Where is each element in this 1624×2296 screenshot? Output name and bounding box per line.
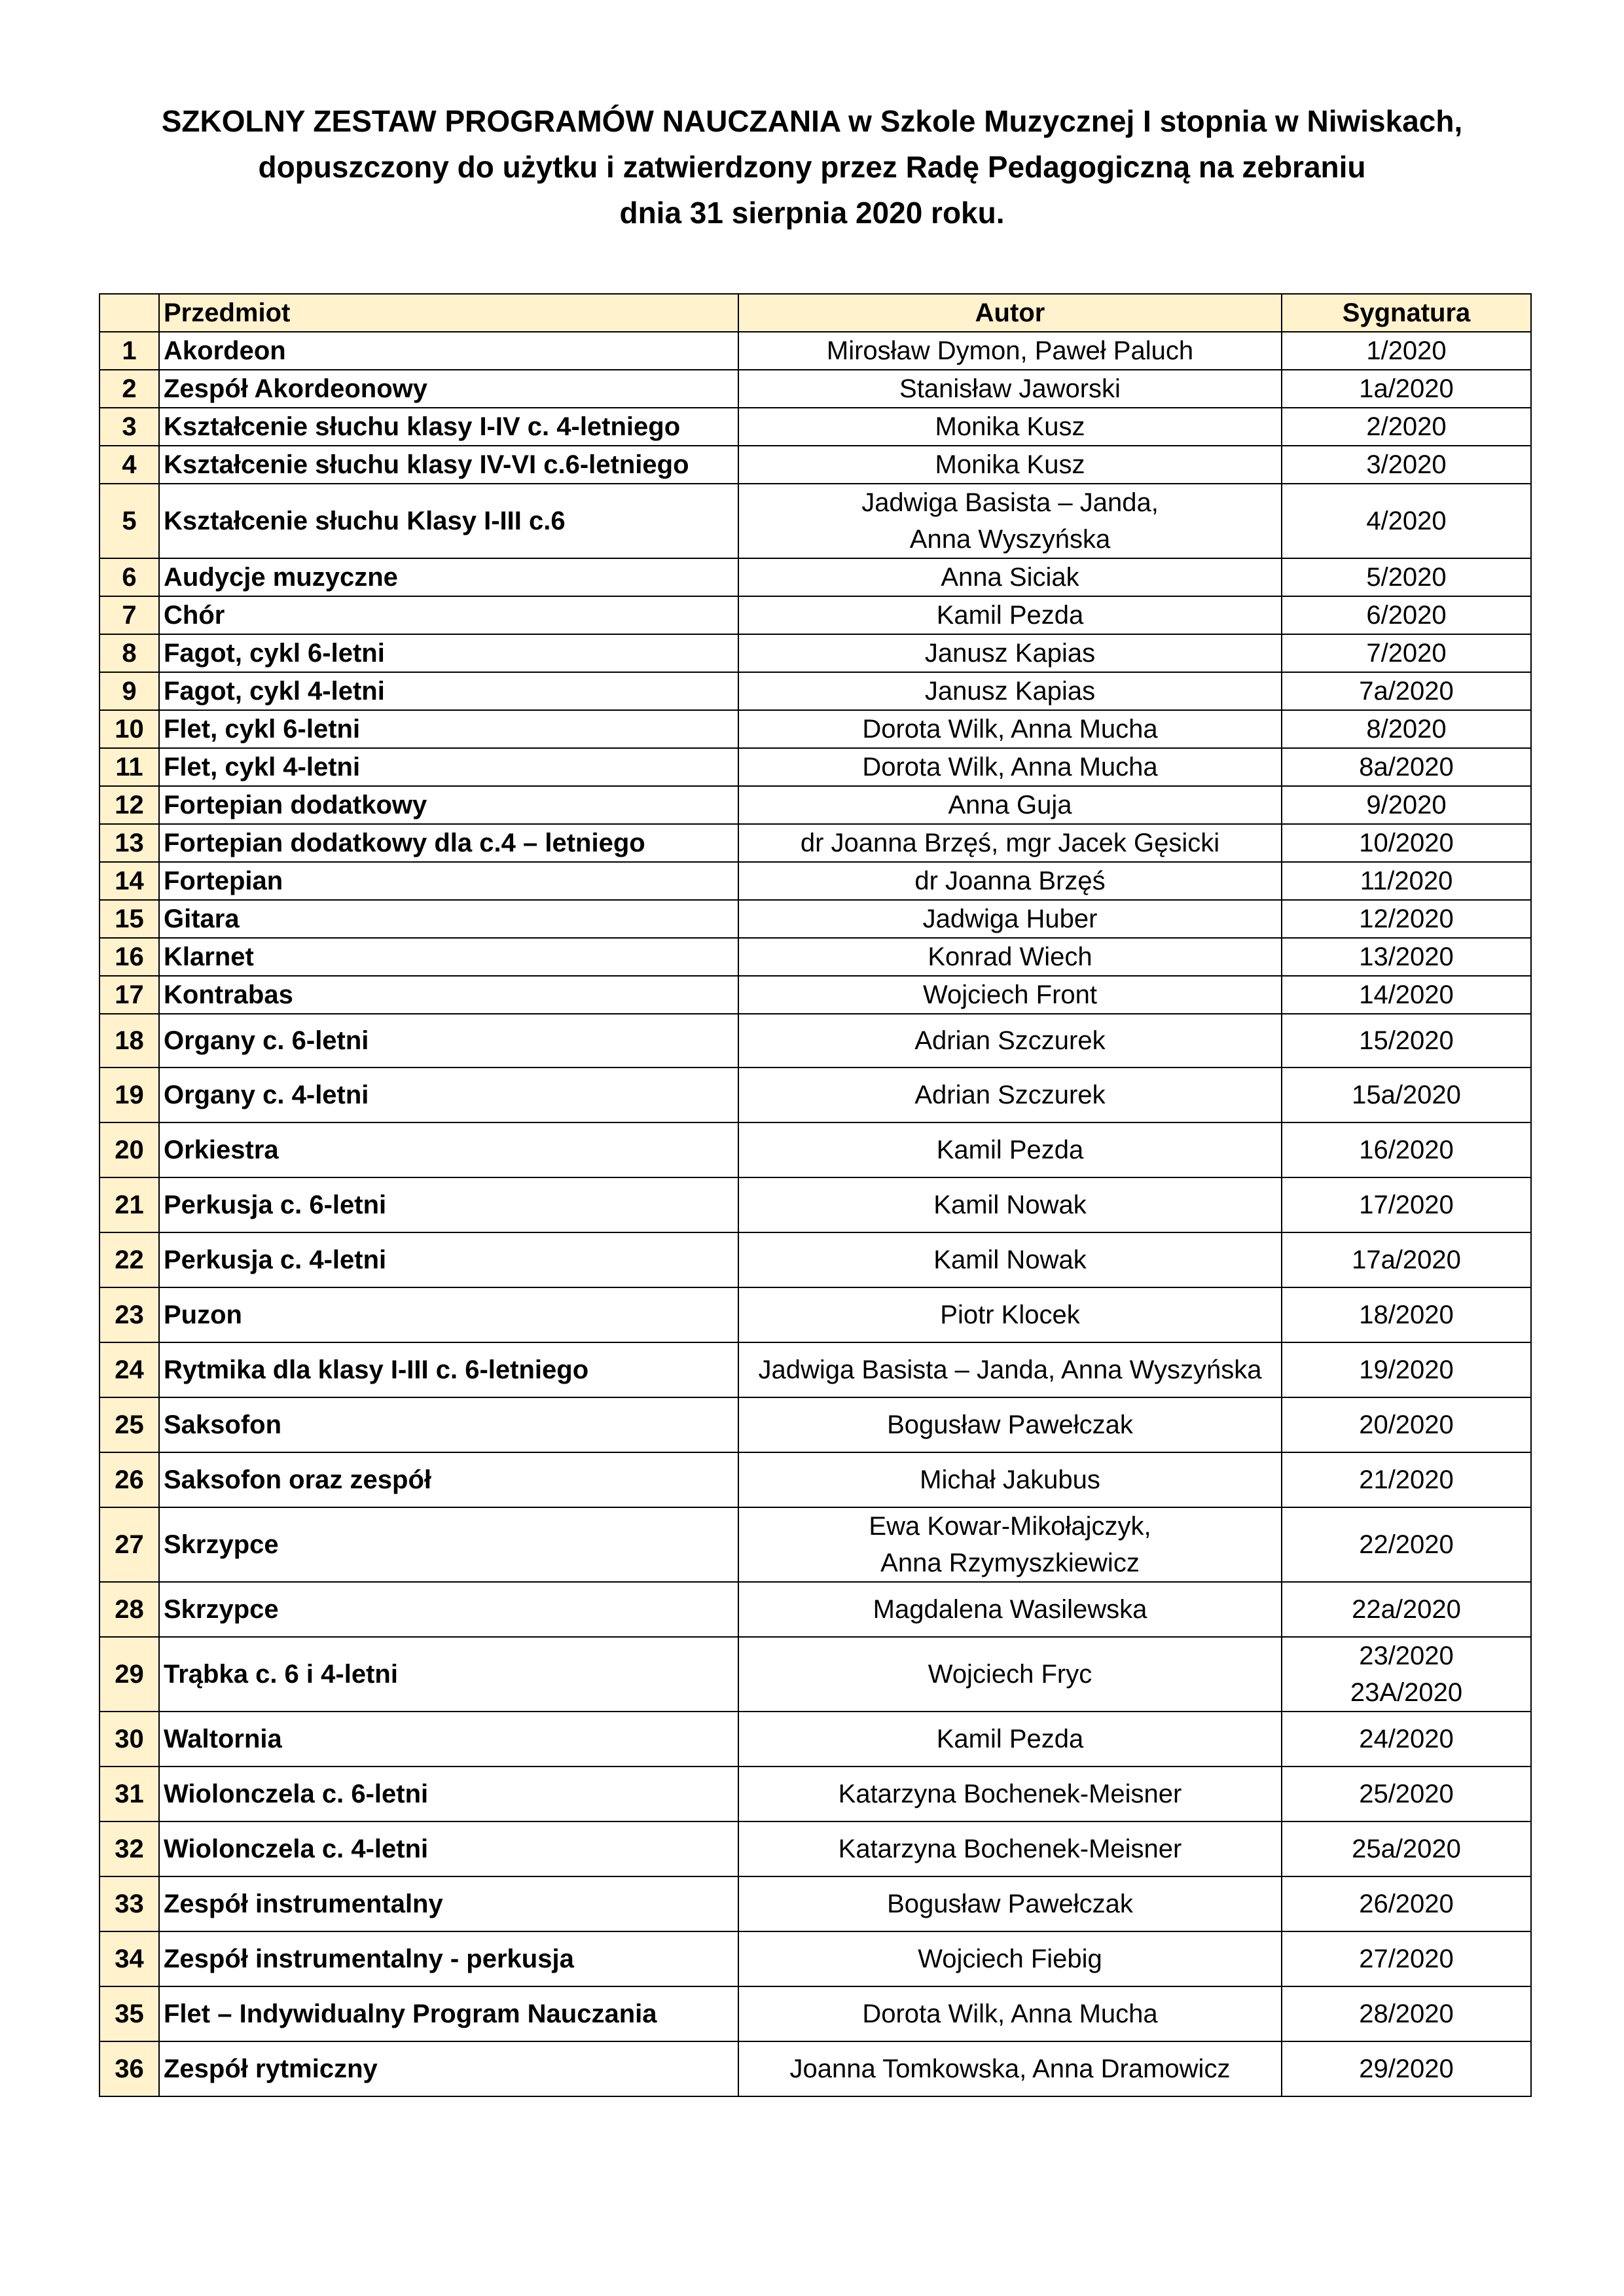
row-number: 22 — [99, 1232, 159, 1287]
row-subject: Fagot, cykl 6-letni — [159, 634, 738, 672]
table-row — [99, 1342, 1531, 1397]
table-row — [99, 938, 1531, 976]
row-signature: 3/2020 — [1282, 446, 1531, 484]
row-signature: 16/2020 — [1282, 1122, 1531, 1177]
row-author: Wojciech Fryc — [738, 1637, 1282, 1712]
row-author: Michał Jakubus — [738, 1452, 1282, 1507]
row-author: Piotr Klocek — [738, 1287, 1282, 1342]
row-number: 36 — [99, 2041, 159, 2096]
row-number: 6 — [99, 558, 159, 596]
table-row — [99, 1767, 1531, 1821]
row-signature: 22/2020 — [1282, 1507, 1531, 1582]
row-number: 25 — [99, 1397, 159, 1452]
row-subject: Chór — [159, 596, 738, 634]
table-row — [99, 446, 1531, 484]
row-signature: 15/2020 — [1282, 1014, 1531, 1067]
row-author: Adrian Szczurek — [738, 1067, 1282, 1122]
row-subject: Fortepian — [159, 862, 738, 900]
row-subject: Saksofon oraz zespół — [159, 1452, 738, 1507]
row-subject: Audycje muzyczne — [159, 558, 738, 596]
row-author: Magdalena Wasilewska — [738, 1582, 1282, 1637]
row-signature: 10/2020 — [1282, 824, 1531, 862]
row-signature: 4/2020 — [1282, 484, 1531, 558]
row-number: 19 — [99, 1067, 159, 1122]
row-signature: 9/2020 — [1282, 786, 1531, 824]
row-subject: Fortepian dodatkowy dla c.4 – letniego — [159, 824, 738, 862]
row-signature: 25/2020 — [1282, 1767, 1531, 1821]
table-row — [99, 710, 1531, 748]
row-author: Bogusław Pawełczak — [738, 1397, 1282, 1452]
row-author: dr Joanna Brzęś, mgr Jacek Gęsicki — [738, 824, 1282, 862]
row-author: Kamil Nowak — [738, 1177, 1282, 1232]
row-author: Joanna Tomkowska, Anna Dramowicz — [738, 2041, 1282, 2096]
row-author: Jadwiga Huber — [738, 900, 1282, 938]
header-signature: Sygnatura — [1282, 294, 1531, 332]
table-row — [99, 1582, 1531, 1637]
row-subject: Kontrabas — [159, 976, 738, 1014]
row-signature: 8a/2020 — [1282, 748, 1531, 786]
row-author: Konrad Wiech — [738, 938, 1282, 976]
row-subject: Puzon — [159, 1287, 738, 1342]
row-subject: Zespół Akordeonowy — [159, 370, 738, 408]
row-author: Kamil Pezda — [738, 1122, 1282, 1177]
row-author: Kamil Nowak — [738, 1232, 1282, 1287]
row-subject: Skrzypce — [159, 1507, 738, 1582]
row-number: 23 — [99, 1287, 159, 1342]
row-signature: 6/2020 — [1282, 596, 1531, 634]
row-number: 33 — [99, 1876, 159, 1931]
row-author: Anna Siciak — [738, 558, 1282, 596]
row-signature: 7a/2020 — [1282, 672, 1531, 710]
header-number — [99, 294, 159, 332]
programs-table — [99, 293, 1532, 2097]
row-number: 10 — [99, 710, 159, 748]
table-row — [99, 1014, 1531, 1067]
row-number: 30 — [99, 1712, 159, 1767]
row-number: 5 — [99, 484, 159, 558]
table-row — [99, 1177, 1531, 1232]
row-signature: 20/2020 — [1282, 1397, 1531, 1452]
row-number: 28 — [99, 1582, 159, 1637]
row-signature: 5/2020 — [1282, 558, 1531, 596]
table-row — [99, 748, 1531, 786]
row-subject: Flet, cykl 4-letni — [159, 748, 738, 786]
row-author: Janusz Kapias — [738, 634, 1282, 672]
row-subject: Flet – Indywidualny Program Nauczania — [159, 1986, 738, 2041]
row-author: Stanisław Jaworski — [738, 370, 1282, 408]
table-row — [99, 332, 1531, 370]
document-title — [0, 98, 1624, 236]
row-subject: Zespół instrumentalny — [159, 1876, 738, 1931]
table-row — [99, 634, 1531, 672]
row-number: 11 — [99, 748, 159, 786]
row-subject: Organy c. 6-letni — [159, 1014, 738, 1067]
table-row — [99, 484, 1531, 558]
row-number: 4 — [99, 446, 159, 484]
table-row — [99, 1122, 1531, 1177]
row-author: Bogusław Pawełczak — [738, 1876, 1282, 1931]
table-row — [99, 1986, 1531, 2041]
row-number: 20 — [99, 1122, 159, 1177]
row-signature: 1/2020 — [1282, 332, 1531, 370]
table-row — [99, 370, 1531, 408]
row-author: Katarzyna Bochenek-Meisner — [738, 1767, 1282, 1821]
table-header-row — [99, 294, 1531, 332]
table-row — [99, 1712, 1531, 1767]
row-signature: 27/2020 — [1282, 1931, 1531, 1986]
table-row — [99, 1287, 1531, 1342]
table-row — [99, 900, 1531, 938]
table-row — [99, 672, 1531, 710]
table-row — [99, 1507, 1531, 1582]
row-signature: 23/2020 23A/2020 — [1282, 1637, 1531, 1712]
table-row — [99, 1067, 1531, 1122]
row-signature: 11/2020 — [1282, 862, 1531, 900]
row-subject: Orkiestra — [159, 1122, 738, 1177]
table-row — [99, 1637, 1531, 1712]
row-author: Dorota Wilk, Anna Mucha — [738, 710, 1282, 748]
row-author: Anna Guja — [738, 786, 1282, 824]
row-author: Monika Kusz — [738, 446, 1282, 484]
row-number: 32 — [99, 1821, 159, 1876]
title-line-3: dnia 31 sierpnia 2020 roku. — [619, 196, 1005, 230]
title-line-1: SZKOLNY ZESTAW PROGRAMÓW NAUCZANIA w Szkole Muzycznej I stopnia w Niwiskach, — [161, 104, 1463, 138]
table-row — [99, 2041, 1531, 2096]
row-author: dr Joanna Brzęś — [738, 862, 1282, 900]
row-subject: Kształcenie słuchu klasy I-IV c. 4-letniego — [159, 408, 738, 446]
row-signature: 29/2020 — [1282, 2041, 1531, 2096]
row-number: 3 — [99, 408, 159, 446]
table-row — [99, 824, 1531, 862]
row-subject: Gitara — [159, 900, 738, 938]
row-author: Kamil Pezda — [738, 1712, 1282, 1767]
row-subject: Klarnet — [159, 938, 738, 976]
row-signature: 19/2020 — [1282, 1342, 1531, 1397]
row-subject: Wiolonczela c. 6-letni — [159, 1767, 738, 1821]
row-signature: 22a/2020 — [1282, 1582, 1531, 1637]
row-signature: 28/2020 — [1282, 1986, 1531, 2041]
row-signature: 17/2020 — [1282, 1177, 1531, 1232]
row-author: Jadwiga Basista – Janda, Anna Wyszyńska — [738, 484, 1282, 558]
row-number: 14 — [99, 862, 159, 900]
row-subject: Fortepian dodatkowy — [159, 786, 738, 824]
row-subject: Fagot, cykl 4-letni — [159, 672, 738, 710]
table-row — [99, 1821, 1531, 1876]
row-author: Wojciech Fiebig — [738, 1931, 1282, 1986]
row-number: 8 — [99, 634, 159, 672]
row-signature: 7/2020 — [1282, 634, 1531, 672]
row-author: Kamil Pezda — [738, 596, 1282, 634]
row-subject: Wiolonczela c. 4-letni — [159, 1821, 738, 1876]
header-subject: Przedmiot — [159, 294, 738, 332]
row-number: 13 — [99, 824, 159, 862]
table-row — [99, 1452, 1531, 1507]
table-row — [99, 862, 1531, 900]
row-number: 1 — [99, 332, 159, 370]
row-number: 29 — [99, 1637, 159, 1712]
row-number: 31 — [99, 1767, 159, 1821]
row-author: Dorota Wilk, Anna Mucha — [738, 1986, 1282, 2041]
title-line-2: dopuszczony do użytku i zatwierdzony przez Radę Pedagogiczną na zebraniu — [258, 150, 1366, 184]
row-signature: 18/2020 — [1282, 1287, 1531, 1342]
row-number: 34 — [99, 1931, 159, 1986]
row-subject: Organy c. 4-letni — [159, 1067, 738, 1122]
table-row — [99, 1931, 1531, 1986]
row-subject: Zespół instrumentalny - perkusja — [159, 1931, 738, 1986]
row-number: 26 — [99, 1452, 159, 1507]
row-author: Jadwiga Basista – Janda, Anna Wyszyńska — [738, 1342, 1282, 1397]
row-number: 17 — [99, 976, 159, 1014]
row-signature: 1a/2020 — [1282, 370, 1531, 408]
row-subject: Zespół rytmiczny — [159, 2041, 738, 2096]
row-number: 16 — [99, 938, 159, 976]
row-subject: Rytmika dla klasy I-III c. 6-letniego — [159, 1342, 738, 1397]
header-author: Autor — [738, 294, 1282, 332]
row-signature: 14/2020 — [1282, 976, 1531, 1014]
table-row — [99, 1232, 1531, 1287]
row-subject: Kształcenie słuchu klasy IV-VI c.6-letniego — [159, 446, 738, 484]
row-number: 27 — [99, 1507, 159, 1582]
table-row — [99, 1876, 1531, 1931]
row-author: Ewa Kowar-Mikołajczyk, Anna Rzymyszkiewicz — [738, 1507, 1282, 1582]
row-subject: Flet, cykl 6-letni — [159, 710, 738, 748]
row-signature: 15a/2020 — [1282, 1067, 1531, 1122]
row-author: Adrian Szczurek — [738, 1014, 1282, 1067]
row-number: 7 — [99, 596, 159, 634]
row-author: Janusz Kapias — [738, 672, 1282, 710]
row-number: 21 — [99, 1177, 159, 1232]
table-row — [99, 408, 1531, 446]
row-number: 9 — [99, 672, 159, 710]
row-number: 35 — [99, 1986, 159, 2041]
table-row — [99, 558, 1531, 596]
table-row — [99, 596, 1531, 634]
row-number: 24 — [99, 1342, 159, 1397]
row-number: 15 — [99, 900, 159, 938]
row-signature: 13/2020 — [1282, 938, 1531, 976]
row-subject: Waltornia — [159, 1712, 738, 1767]
row-number: 2 — [99, 370, 159, 408]
row-subject: Kształcenie słuchu Klasy I-III c.6 — [159, 484, 738, 558]
table-body — [99, 332, 1531, 2096]
row-subject: Skrzypce — [159, 1582, 738, 1637]
table-row — [99, 1397, 1531, 1452]
row-author: Mirosław Dymon, Paweł Paluch — [738, 332, 1282, 370]
table-row — [99, 976, 1531, 1014]
row-number: 12 — [99, 786, 159, 824]
row-signature: 2/2020 — [1282, 408, 1531, 446]
row-subject: Perkusja c. 4-letni — [159, 1232, 738, 1287]
row-subject: Perkusja c. 6-letni — [159, 1177, 738, 1232]
row-signature: 17a/2020 — [1282, 1232, 1531, 1287]
row-subject: Akordeon — [159, 332, 738, 370]
row-author: Wojciech Front — [738, 976, 1282, 1014]
row-author: Katarzyna Bochenek-Meisner — [738, 1821, 1282, 1876]
row-subject: Trąbka c. 6 i 4-letni — [159, 1637, 738, 1712]
row-author: Dorota Wilk, Anna Mucha — [738, 748, 1282, 786]
row-number: 18 — [99, 1014, 159, 1067]
row-signature: 24/2020 — [1282, 1712, 1531, 1767]
row-signature: 25a/2020 — [1282, 1821, 1531, 1876]
row-signature: 26/2020 — [1282, 1876, 1531, 1931]
row-signature: 8/2020 — [1282, 710, 1531, 748]
table-row — [99, 786, 1531, 824]
row-subject: Saksofon — [159, 1397, 738, 1452]
row-signature: 12/2020 — [1282, 900, 1531, 938]
row-author: Monika Kusz — [738, 408, 1282, 446]
row-signature: 21/2020 — [1282, 1452, 1531, 1507]
